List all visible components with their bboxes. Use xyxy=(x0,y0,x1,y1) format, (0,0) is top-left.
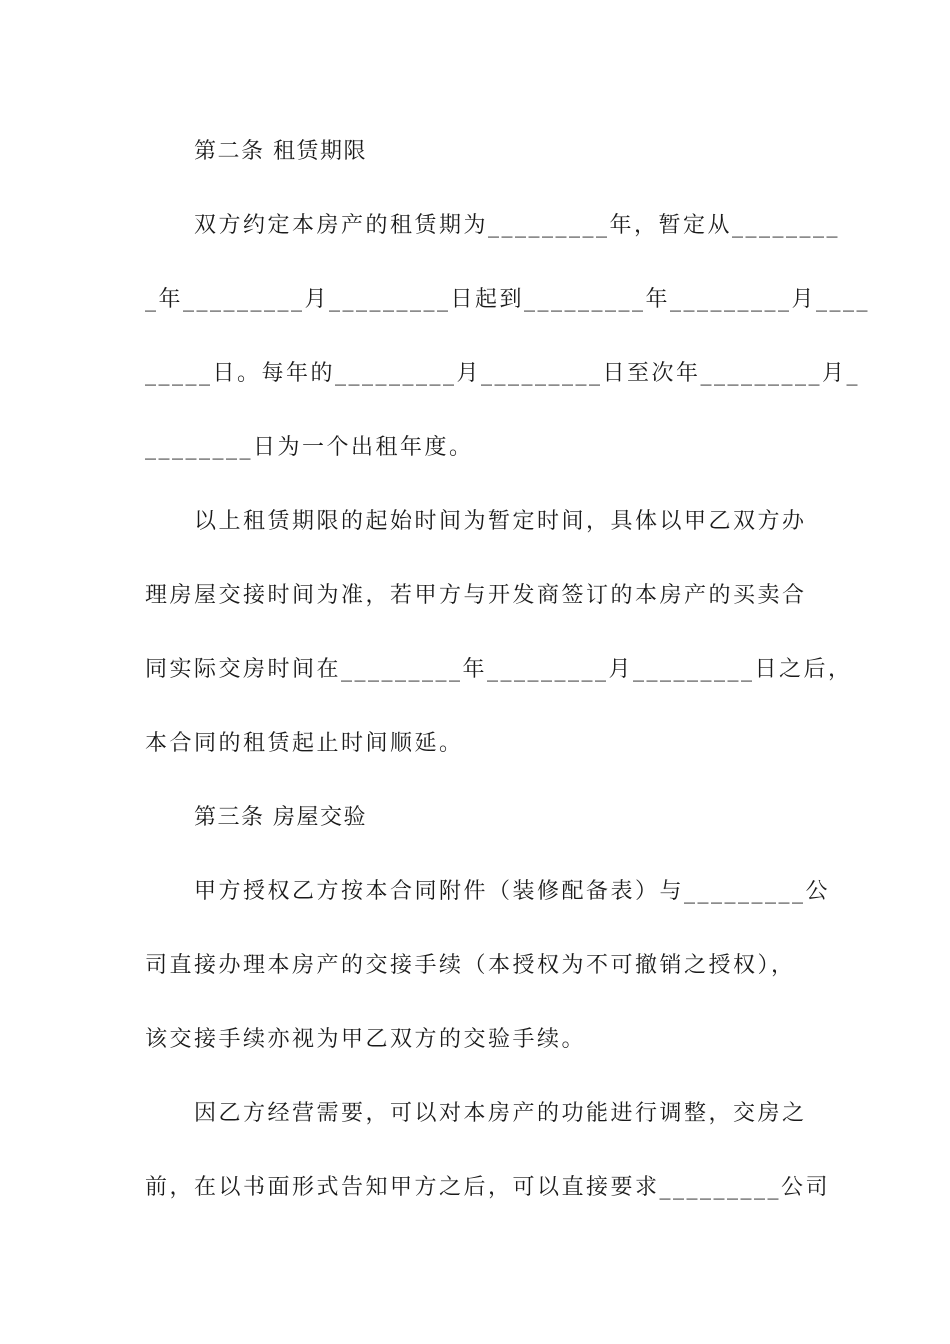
paragraph-line: 以上租赁期限的起始时间为暂定时间，具体以甲乙双方办 xyxy=(194,509,807,534)
paragraph-line: _____日。每年的_________月_________日至次年_________月_ xyxy=(145,361,861,386)
paragraph-line: ________日为一个出租年度。 xyxy=(145,435,474,460)
article-3-heading: 第三条 房屋交验 xyxy=(194,805,367,830)
paragraph-line: 同实际交房时间在_________年_________月_________日之后， xyxy=(145,657,853,682)
paragraph-line: 双方约定本房产的租赁期为_________年，暂定从________ xyxy=(194,213,841,238)
paragraph-line: 该交接手续亦视为甲乙双方的交验手续。 xyxy=(145,1027,587,1052)
paragraph-line: 前，在以书面形式告知甲方之后，可以直接要求_________公司 xyxy=(145,1175,831,1200)
paragraph-line: 甲方授权乙方按本合同附件（装修配备表）与_________公 xyxy=(194,879,831,904)
paragraph-line: 司直接办理本房产的交接手续（本授权为不可撤销之授权）， xyxy=(145,953,796,978)
paragraph-line: _年_________月_________日起到_________年_________月____ xyxy=(145,287,871,312)
paragraph-line: 本合同的租赁起止时间顺延。 xyxy=(145,731,464,756)
article-2-heading: 第二条 租赁期限 xyxy=(194,139,367,164)
paragraph-line: 因乙方经营需要，可以对本房产的功能进行调整，交房之 xyxy=(194,1101,807,1126)
paragraph-line: 理房屋交接时间为准，若甲方与开发商签订的本房产的买卖合 xyxy=(145,583,807,608)
